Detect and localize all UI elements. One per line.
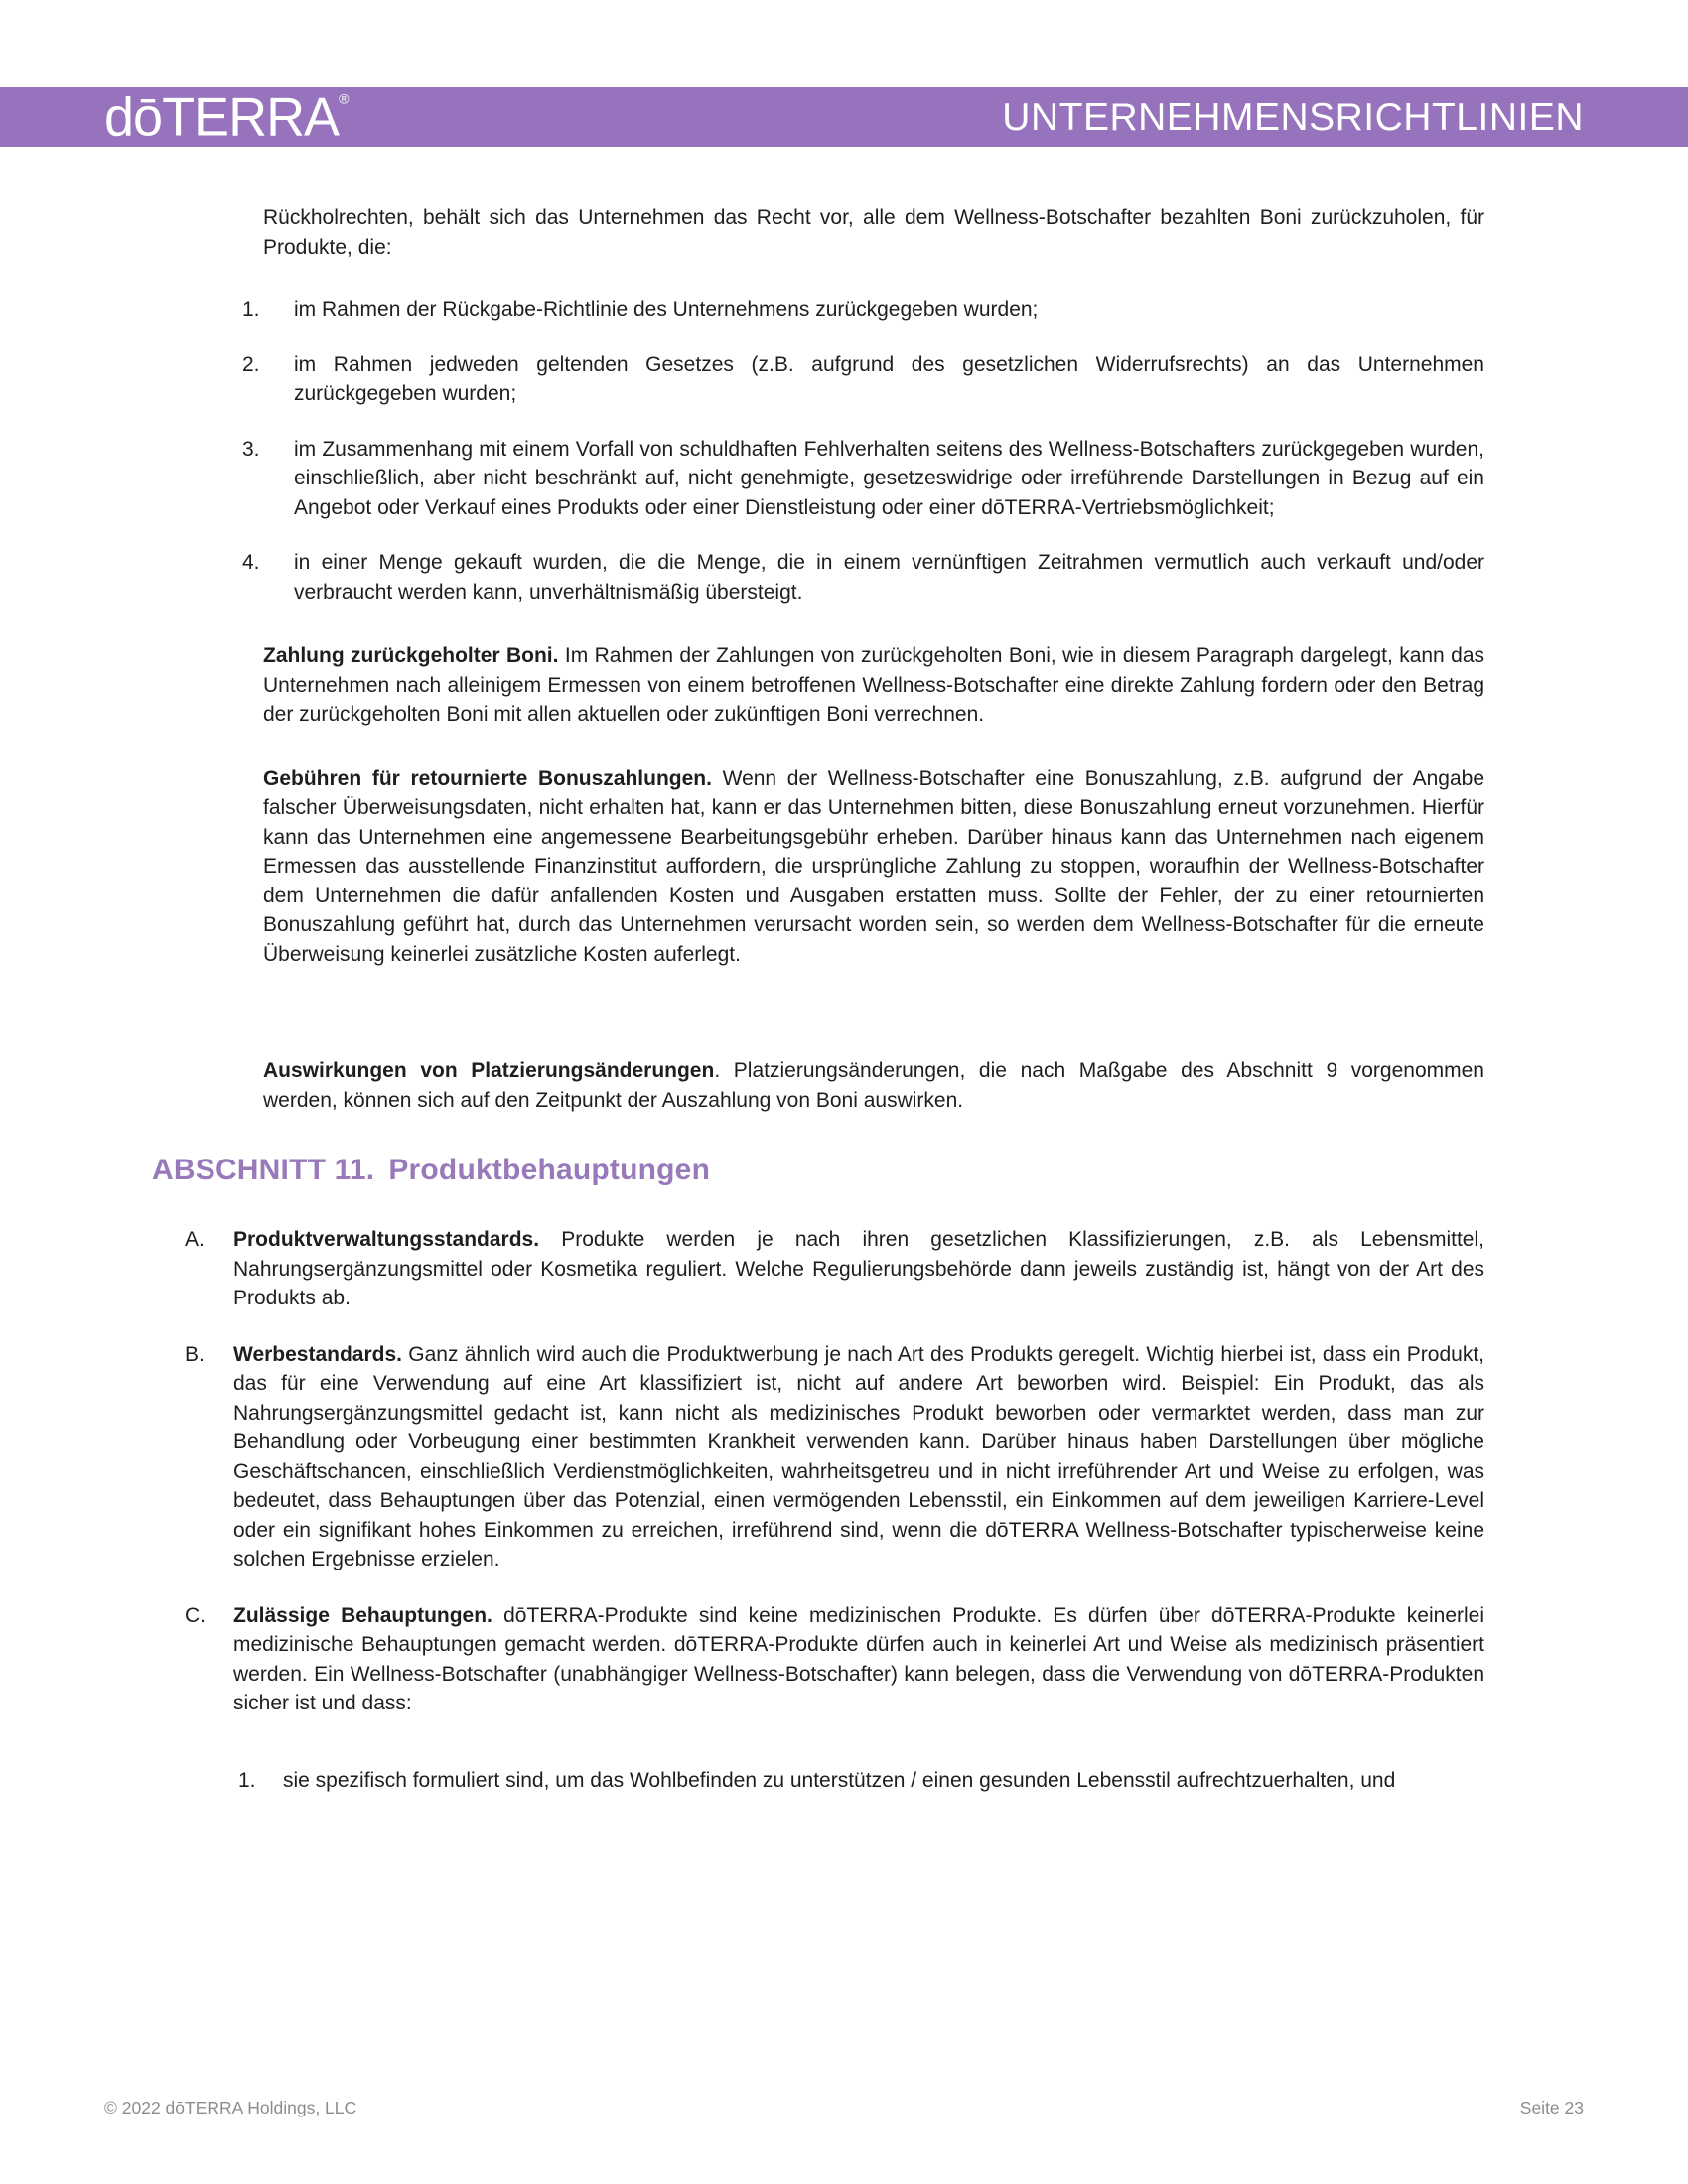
section-number: ABSCHNITT 11. <box>152 1154 375 1186</box>
paragraph-text: Im Rahmen der Zahlungen von zurückgeholten Boni, wie in diesem Paragraph dargelegt, kann das Unternehmen nach alleinigem Ermessen von einem betroffenen Wellness-Botschafter eine direkte Zahlung fordern oder den Betrag der zurückgeholten Boni mit allen aktuellen oder zukünftigen Boni verrechnen. <box>263 644 1484 726</box>
list-item-letter: A. <box>185 1228 205 1251</box>
list-item-lead: Werbestandards. <box>233 1342 402 1366</box>
list-item-number: 1. <box>242 298 260 321</box>
paragraph-lead: Gebühren für retournierte Bonuszahlungen. <box>263 766 712 790</box>
page-footer <box>0 2098 1688 2118</box>
list-item-text: im Rahmen der Rückgabe-Richtlinie des Unternehmens zurückgegeben wurden; <box>294 298 1039 321</box>
list-item-number: 2. <box>242 352 260 376</box>
list-item <box>242 548 1484 607</box>
list-item <box>242 435 1484 523</box>
paragraph-lead: Zahlung zurückgeholter Boni. <box>263 644 559 667</box>
list-item-text: sie spezifisch formuliert sind, um das Wohlbefinden zu unterstützen / einen gesunden Lebensstil aufrechtzuerhalten, und <box>283 1768 1396 1792</box>
copyright-text: © 2022 dōTERRA Holdings, LLC <box>104 2098 357 2117</box>
document-title: UNTERNEHMENSRICHTLINIEN <box>1002 95 1584 139</box>
list-item-number: 4. <box>242 551 260 574</box>
list-item-number: 1. <box>238 1768 256 1792</box>
list-item <box>242 295 1484 325</box>
section-title: Produktbehauptungen <box>388 1154 711 1186</box>
page-header-banner <box>0 87 1688 147</box>
paragraph-lead: Auswirkungen von Platzierungsänderungen <box>263 1059 715 1082</box>
list-item <box>185 1225 1484 1313</box>
list-item-text: in einer Menge gekauft wurden, die die Menge, die in einem vernünftigen Zeitrahmen vermutlich auch verkauft und/oder verbraucht werden kann, unverhältnismäßig übersteigt. <box>294 551 1484 604</box>
section-heading <box>152 1153 1688 1188</box>
list-item-letter: C. <box>185 1603 206 1627</box>
document-body <box>0 147 1688 1795</box>
list-item-text <box>233 1340 1484 1574</box>
doterra-logo <box>104 86 349 148</box>
list-item-text: im Rahmen jedweden geltenden Gesetzes (z.B. aufgrund des gesetzlichen Widerrufsrechts) an das Unternehmen zurückgegeben wurden; <box>294 352 1484 405</box>
paragraph-text: Wenn der Wellness-Botschafter eine Bonuszahlung, z.B. aufgrund der Angabe falscher Überweisungsdaten, nicht erhalten hat, kann er das Unternehmen bitten, diese Bonuszahlung erneut vorzunehmen. Hierfür kann das Unternehmen eine angemessene Bearbeitungsgebühr erheben. Darüber hinaus kann das Unternehmen nach eigenem Ermessen das ausstellende Finanzinstitut auffordern, die ursprüngliche Zahlung zu stoppen, woraufhin der Wellness-Botschafter dem Unternehmen die dafür anfallenden Kosten und Ausgaben erstatten muss. Sollte der Fehler, der zu einer retournierten Bonuszahlung geführt hat, durch das Unternehmen verursacht worden sein, so werden dem Wellness-Botschafter für die erneute Überweisung keinerlei zusätzliche Kosten auferlegt. <box>263 766 1485 966</box>
registered-trademark-icon: ® <box>339 90 349 107</box>
doterra-logo-text: dōTERRA <box>104 86 340 148</box>
list-item-letter: B. <box>185 1342 205 1366</box>
list-item-number: 3. <box>242 437 260 461</box>
list-item-body: Ganz ähnlich wird auch die Produktwerbung je nach Art des Produkts geregelt. Wichtig hierbei ist, dass ein Produkt, das für eine Verwendung auf eine Art klassifiziert ist, nicht auf andere Art beworben wird. Beispiel: Ein Produkt, das als Nahrungsergänzungsmittel gedacht ist, kann nicht als medizinisches Produkt beworben oder vermarktet werden, dass man zur Behandlung oder Vorbeugung einer bestimmten Krankheit verwenden kann. Darüber hinaus haben Darstellungen über mögliche Geschäftschancen, einschließlich Verdienstmöglichkeiten, wahrheitsgetreu und in nicht irreführender Art und Weise zu erfolgen, was bedeutet, dass Behauptungen über das Potenzial, einen vermögenden Lebensstil, ein Einkommen auf dem jeweiligen Karriere-Level oder ein signifikant hohes Einkommen zu erreichen, irreführend sind, wenn die dōTERRA Wellness-Botschafter typischerweise keine solchen Ergebnisse erzielen. <box>233 1342 1484 1570</box>
list-item-text <box>233 1601 1484 1718</box>
paragraph-returned-bonus-fees <box>263 764 1484 970</box>
list-item <box>185 1340 1484 1574</box>
list-item-lead: Produktverwaltungsstandards. <box>233 1228 540 1251</box>
list-item <box>238 1766 1484 1796</box>
list-item-text <box>233 1225 1484 1313</box>
paragraph-placement-changes <box>263 1056 1484 1115</box>
list-item-text: im Zusammenhang mit einem Vorfall von schuldhaften Fehlverhalten seitens des Wellness-Botschafters zurückgegeben wurden, einschließlich, aber nicht beschränkt auf, nicht genehmigte, gesetzeswidrige oder irreführende Darstellungen in Bezug auf ein Angebot oder Verkauf eines Produkts oder einer Dienstleistung oder einer dōTERRA-Vertriebsmöglichkeit; <box>294 437 1484 519</box>
list-item <box>242 350 1484 409</box>
paragraph-bonus-repayment <box>263 641 1484 730</box>
page-number: Seite 23 <box>1519 2098 1584 2117</box>
list-item <box>185 1601 1484 1718</box>
list-item-body: Produkte werden je nach ihren gesetzlichen Klassifizierungen, z.B. als Lebensmittel, Nahrungsergänzungsmittel oder Kosmetika reguliert. Welche Regulierungsbehörde dann jeweils zuständig ist, hängt von der Art des Produkts ab. <box>233 1228 1484 1309</box>
list-item-body: dōTERRA-Produkte sind keine medizinischen Produkte. Es dürfen über dōTERRA-Produkte keinerlei medizinische Behauptungen gemacht werden. dōTERRA-Produkte dürfen auch in keinerlei Art und Weise als medizinisch präsentiert werden. Ein Wellness-Botschafter (unabhängiger Wellness-Botschafter) kann belegen, dass die Verwendung von dōTERRA-Produkten sicher ist und dass: <box>233 1603 1485 1714</box>
list-item-lead: Zulässige Behauptungen. <box>233 1603 492 1627</box>
paragraph-text: . Platzierungsänderungen, die nach Maßgabe des Abschnitt 9 vorgenommen werden, können sich auf den Zeitpunkt der Auszahlung von Boni auswirken. <box>263 1059 1484 1112</box>
intro-paragraph: Rückholrechten, behält sich das Unternehmen das Recht vor, alle dem Wellness-Botschafter bezahlten Boni zurückzuholen, für Produkte, die: <box>263 206 1484 259</box>
